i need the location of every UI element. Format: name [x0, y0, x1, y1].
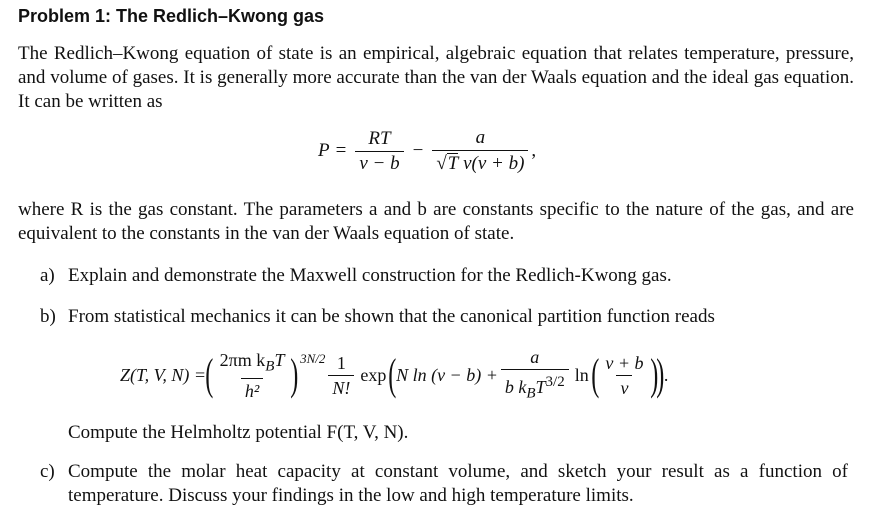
pf-a-numerator: a: [530, 347, 540, 367]
pf-inner-term: N ln (v − b) +: [396, 364, 498, 385]
item-a-label: a): [40, 265, 55, 286]
pf-thermal-num-end: T: [274, 349, 285, 370]
pf-fraction-thermal: [216, 350, 289, 402]
pf-a-den-end: T: [535, 377, 546, 397]
fraction-rt-denominator: v − b: [355, 151, 403, 174]
pf-exponent: 3N/2: [300, 351, 326, 367]
item-c-text: Compute the molar heat capacity at constant volume, and sketch your result as a function of temperature. Discuss your findings in the low and high temperature limits.: [68, 461, 848, 506]
right-paren-icon: ): [290, 350, 299, 400]
pf-fraction-factorial: [328, 353, 354, 398]
right-paren-icon: ): [656, 350, 665, 400]
intro-paragraph: The Redlich–Kwong equation of state is an empirical, algebraic equation that relates temperature, pressure, and volume of gases. It is generally more accurate than the van der Waals equation and the ideal gas equation. It can be written as: [18, 43, 854, 112]
pf-volume-numerator: v + b: [605, 352, 644, 373]
pf-thermal-num-main: 2πm k: [219, 349, 266, 370]
item-b: [40, 305, 850, 329]
pf-period: .: [663, 364, 669, 385]
pf-thermal-num-sub: B: [265, 358, 275, 375]
partition-function-equation: [120, 347, 668, 404]
left-paren-icon: (: [591, 350, 600, 400]
item-b-text: From statistical mechanics it can be shown that the canonical partition function reads: [68, 306, 715, 327]
item-b-label: b): [40, 306, 56, 327]
pf-factorial-numerator: 1: [336, 352, 346, 373]
fraction-rt: [355, 129, 403, 174]
item-a: [40, 264, 850, 288]
fraction-a: [432, 128, 528, 174]
eq-comma: ,: [531, 140, 537, 161]
where-paragraph: where R is the gas constant. The parameters a and b are constants specific to the nature of the gas, and are equivalent to the constants in the van der Waals equation of state.: [18, 199, 854, 244]
sqrt-icon: √: [436, 153, 447, 174]
pf-exp: exp: [360, 364, 387, 385]
eq-lhs: P: [318, 140, 330, 161]
pf-fraction-volume: [601, 353, 647, 398]
right-paren-icon: ): [649, 350, 658, 400]
pf-thermal-numerator: [216, 350, 289, 379]
denominator-rest: v(v + b): [458, 153, 525, 174]
eq-minus: −: [412, 140, 424, 161]
fraction-rt-numerator: RT: [368, 127, 391, 149]
problem-heading: Problem 1: The Redlich–Kwong gas: [18, 6, 325, 26]
fraction-a-numerator: a: [475, 127, 486, 148]
pf-factorial-denominator: N!: [328, 375, 354, 398]
pf-thermal-denominator: h²: [241, 378, 263, 401]
pf-volume-denominator: v: [616, 375, 632, 398]
pf-a-den-main: b k: [504, 377, 527, 397]
left-paren-icon: (: [388, 350, 397, 400]
fraction-a-denominator: [432, 150, 528, 174]
pf-a-den-sup: 3/2: [545, 374, 565, 390]
pf-a-denominator: [501, 369, 569, 404]
sqrt-argument: T: [447, 153, 459, 174]
redlich-kwong-equation: [318, 128, 536, 174]
eq-equals: =: [335, 140, 347, 161]
item-a-text: Explain and demonstrate the Maxwell construction for the Redlich-Kwong gas.: [68, 265, 672, 286]
pf-lhs: Z(T, V, N) =: [120, 364, 207, 385]
pf-ln: ln: [574, 364, 589, 385]
left-paren-icon: (: [205, 350, 214, 400]
item-c-label: c): [40, 461, 55, 482]
pf-fraction-a: [501, 347, 569, 404]
pf-a-den-sub: B: [526, 385, 536, 402]
item-c: [40, 460, 850, 508]
compute-helmholtz-text: Compute the Helmholtz potential F(T, V, N).: [68, 422, 409, 443]
